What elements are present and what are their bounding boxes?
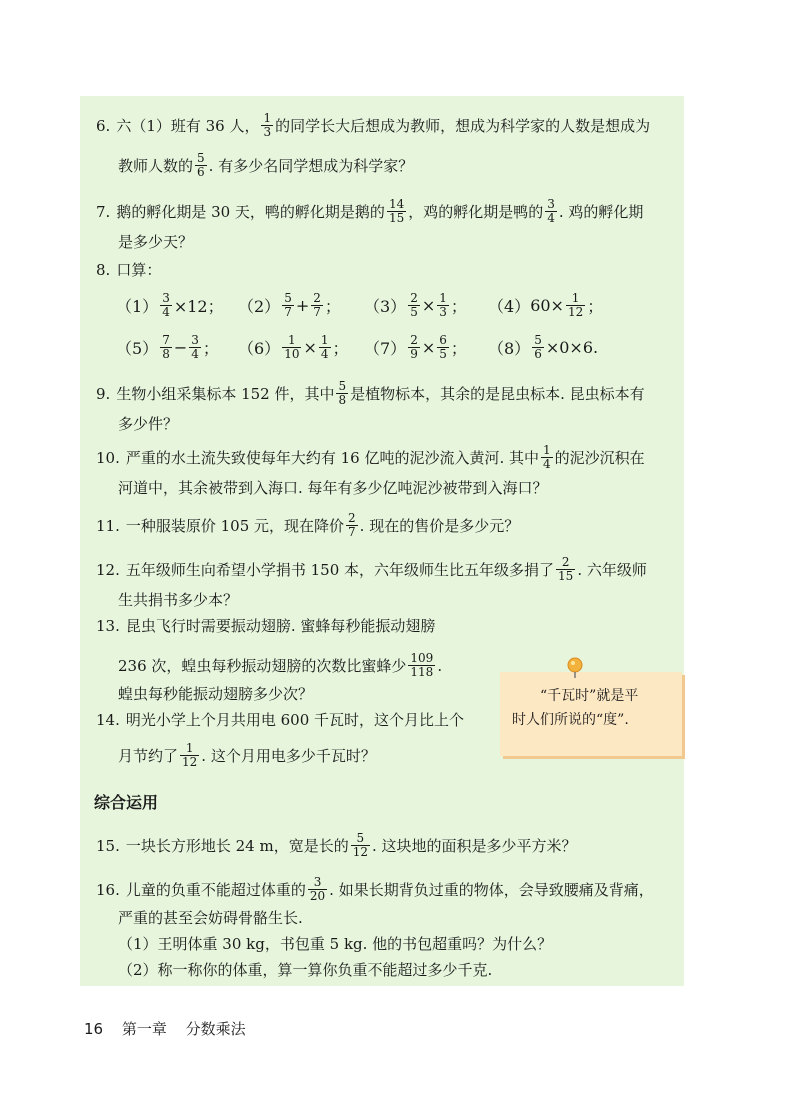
text: 生共捐书多少本？ (118, 591, 239, 609)
problem-13-line-3 (118, 684, 313, 704)
page-number: 16 (84, 1020, 104, 1038)
text: 口算： (116, 261, 162, 279)
problem-12-line-1 (96, 556, 647, 583)
mental-math-item: （1） $\frac{3}{4}$ ×12； (116, 291, 224, 319)
problem-13-line-2 (118, 652, 442, 679)
text: 儿童的负重不能超过体重的 (125, 880, 306, 899)
text: （2）称一称你的体重，算一算你负重不能超过多少千克. (118, 961, 493, 979)
problem-16-subq-2 (118, 960, 492, 980)
fraction: $\frac{5}{8}$ (338, 379, 347, 407)
text: 教师人数的 (118, 156, 194, 175)
problem-16-line-2 (118, 908, 303, 928)
fraction: $\frac{14}{15}$ (388, 197, 405, 225)
mental-math-item: （7） $\frac{2}{9}$ × $\frac{6}{5}$ ； (364, 333, 467, 361)
mental-math-item: （2） $\frac{5}{7}$ + $\frac{2}{7}$ ； (238, 291, 341, 319)
text: 的泥沙沉积在 (554, 448, 645, 467)
text: 河道中，其余被带到入海口. 每年有多少亿吨泥沙被带到入海口？ (118, 479, 548, 497)
tip-line-1: “千瓦时”就是平 (540, 688, 639, 704)
text: . 这块地的面积是多少平方米？ (372, 836, 577, 855)
problem-number: 14. (96, 711, 120, 729)
fraction: $\frac{2}{15}$ (558, 555, 574, 583)
problem-10-line-1 (96, 444, 645, 471)
problem-6-line-2 (118, 152, 413, 179)
text: 昆虫飞行时需要振动翅膀. 蜜蜂每秒能振动翅膀 (125, 617, 436, 635)
problem-6-line-1 (96, 112, 650, 139)
mental-math-item: （3） $\frac{2}{5}$ × $\frac{1}{3}$ ； (364, 291, 467, 319)
text: . 六年级师 (577, 560, 647, 579)
fraction: $\frac{1}{3}$ (263, 111, 272, 139)
text: 一块长方形地长 24 m，宽是长的 (125, 836, 349, 855)
fraction: $\frac{5}{6}$ (197, 151, 205, 179)
text: 是多少天？ (118, 233, 194, 251)
mental-math-item: （5） $\frac{7}{8}$ − $\frac{3}{4}$ ； (116, 333, 219, 361)
problem-number: 11. (96, 516, 120, 535)
text: . (437, 656, 443, 675)
problem-number: 12. (96, 560, 120, 579)
text: ，鸡的孵化期是鸭的 (408, 202, 544, 221)
text: 的同学长大后想成为教师，想成为科学家的人数是想成为 (275, 116, 651, 135)
text: 月节约了 (118, 746, 179, 765)
chapter-label: 第一章 (121, 1020, 167, 1038)
mental-math-item: （4） 60× $\frac{1}{12}$ ； (488, 291, 604, 319)
fraction: $\frac{1}{12}$ (182, 741, 198, 769)
problem-12-line-2 (118, 590, 238, 610)
problem-number: 9. (96, 384, 111, 403)
fraction: $\frac{1}{4}$ (543, 443, 551, 471)
text: 严重的甚至会妨碍骨骼生长. (118, 909, 303, 927)
problem-8-title (96, 260, 161, 280)
page-footer (84, 1018, 260, 1039)
text: 鹅的孵化期是 30 天，鸭的孵化期是鹅的 (116, 202, 385, 221)
text: 236 次，蝗虫每秒振动翅膀的次数比蜜蜂少 (118, 656, 407, 675)
problem-15-line-1 (96, 832, 577, 859)
text: 严重的水土流失致使每年大约有 16 亿吨的泥沙流入黄河. 其中 (125, 448, 540, 467)
text: 明光小学上个月共用电 600 千瓦时，这个月比上个 (125, 711, 465, 729)
text: . 这个月用电多少千瓦时？ (201, 746, 376, 765)
problem-9-line-1 (96, 380, 645, 407)
text: 多少件？ (118, 415, 179, 433)
problem-number: 7. (96, 202, 111, 221)
problem-number: 16. (96, 880, 120, 899)
problem-14-line-2 (118, 742, 376, 769)
mental-math-item: （8） $\frac{5}{6}$ ×0×6. (488, 333, 599, 361)
text: 生物小组采集标本 152 件，其中 (116, 384, 335, 403)
text: 蝗虫每秒能振动翅膀多少次？ (118, 685, 314, 703)
fraction: $\frac{5}{12}$ (352, 831, 368, 859)
fraction: $\frac{109}{118}$ (410, 651, 434, 679)
problem-number: 8. (96, 261, 111, 279)
text: 五年级师生向希望小学捐书 150 本，六年级师生比五年级多捐了 (125, 560, 555, 579)
text: 一种服装原价 105 元，现在降价 (125, 516, 345, 535)
problem-number: 15. (96, 836, 120, 855)
text: . 有多少名同学想成为科学家？ (208, 156, 414, 175)
text: . 鸡的孵化期 (558, 202, 644, 221)
section-title: 综合运用 (94, 793, 159, 812)
problem-14-line-1 (96, 710, 464, 730)
fraction: $\frac{2}{7}$ (348, 511, 356, 539)
fraction: $\frac{3}{4}$ (547, 197, 555, 225)
tip-line-2: 时人们所说的“度”. (512, 712, 629, 728)
problem-10-line-2 (118, 478, 548, 498)
problem-16-subq-1 (118, 934, 552, 954)
chapter-title: 分数乘法 (185, 1020, 246, 1038)
problem-number: 10. (96, 448, 120, 467)
text: （1）王明体重 30 kg，书包重 5 kg. 他的书包超重吗？为什么？ (118, 935, 553, 953)
text: 是植物标本，其余的是昆虫标本. 昆虫标本有 (350, 384, 645, 403)
problem-7-line-1 (96, 198, 643, 225)
problem-number: 13. (96, 617, 120, 635)
text: . 现在的售价是多少元？ (359, 516, 520, 535)
text: . 如果长期背负过重的物体，会导致腰痛及背痛， (329, 880, 654, 899)
problem-number: 6. (96, 116, 111, 135)
text: 六（1）班有 36 人， (116, 116, 260, 135)
problem-16-line-1 (96, 876, 654, 903)
problem-7-line-2 (118, 232, 193, 252)
pushpin-icon (566, 657, 584, 679)
problem-11-line-1 (96, 512, 519, 539)
mental-math-item: （6） $\frac{1}{10}$ × $\frac{1}{4}$ ； (238, 333, 349, 361)
problem-13-line-1 (96, 616, 435, 636)
fraction: $\frac{3}{20}$ (309, 875, 326, 903)
tip-note (500, 672, 682, 756)
problem-9-line-2 (118, 414, 178, 434)
